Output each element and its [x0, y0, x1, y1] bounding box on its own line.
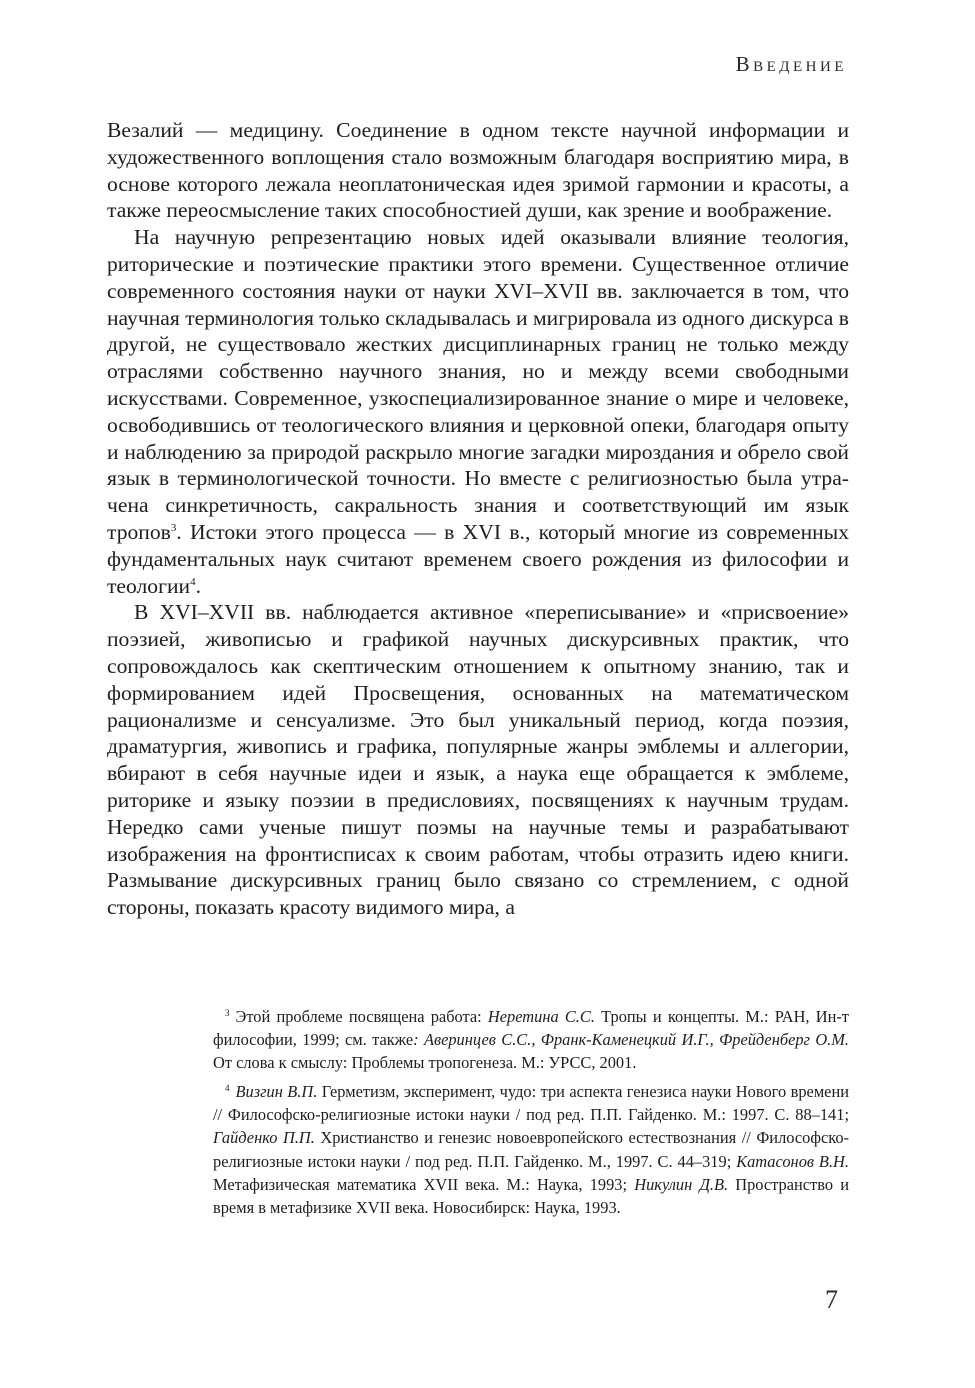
page-number: 7	[825, 1285, 838, 1314]
footnote-author: : Аверинцев С.С., Франк-Каменецкий И.Г., Фрейденберг О.М.	[413, 1030, 850, 1050]
footnote-text: Пространство и время в метафизике XVII века. Новосибирск: Наука, 1993.	[213, 1174, 849, 1217]
paragraph	[107, 224, 849, 599]
footnote-text: Тропы и концепты. М.: РАН, Ин-т философии, 1999; см. также	[213, 1007, 849, 1050]
paragraph: В XVI–XVII вв. наблюдается активное «переписывание» и «присвоение» поэзией, живописью и графикой научных дискурсивных практик, что сопровождалось как скептическим отношением к опытному знанию, так и формированием идей Просвещения, основанных на математическом рационализме и сенсуализме. Это был уникальный период, когда поэзия, драматургия, живопись и графика, популярные жанры эмблемы и аллегории, вбирают в себя научные идеи и язык, а наука еще обращается к эмблеме, риторике и языку поэзии в предисловиях, посвящениях к научным трудам. Нередко сами ученые пишут поэмы на научные темы и разрабатывают изображения на фронтисписах к своим работам, чтобы отразить идею книги. Размывание дискурсивных границ было связано со стремлением, с одной стороны, показать красоту видимого мира, а	[107, 600, 849, 920]
footnote-reference[interactable]: 3	[170, 521, 177, 534]
footnote-author: Гайденко П.П.	[213, 1128, 315, 1148]
paragraph-text: На научную репрезентацию новых идей оказывали влияние теология, риторические и поэтические практики этого времени. Существенное отличие современного состояния науки от науки XVI–XVII вв. заключается в том, что научная терминология только складывалась и мигрировала из одного дискурса в другой, не существовало жестких дисциплинарных границ не только между отраслями собственно научного знания, но и между всеми свободными искусствами. Современное, узкоспециализированное знание о мире и человеке, освободившись от теологического влияния и церковной опеки, благодаря опыту и наблюдению за природой раскрыло многие загадки мироздания и обрело свой язык в терминологической точности. Но вместе с религиозностью была утрачена синкретичность, сакральность знания и соответствующий им язык тропов	[107, 225, 849, 544]
footnote-text: Этой проблеме посвящена работа:	[235, 1007, 488, 1026]
footnote-author: Визгин В.П.	[235, 1082, 318, 1102]
footnote-text: Метафизическая математика XVII века. М.: Наука, 1993;	[213, 1174, 635, 1194]
footnote-text: От слова к смыслу: Проблемы тропогенеза. М.: УРСС, 2001.	[213, 1053, 637, 1073]
footnote-number: 4	[225, 1083, 230, 1094]
footnote	[213, 1080, 849, 1219]
footnotes	[213, 1005, 849, 1225]
footnote-author: Никулин Д.В.	[634, 1174, 729, 1194]
footnote-text: Герметизм, эксперимент, чудо: три аспекта генезиса науки Нового времени // Философско-религиозные истоки науки / под ред. П.П. Гайденко. М.: 1997. С. 88–141;	[213, 1082, 850, 1125]
footnote-author: Катасонов В.Н.	[736, 1151, 849, 1171]
paragraph-text: .	[195, 573, 201, 598]
footnote-reference[interactable]: 4	[190, 575, 196, 588]
footnote-text: Христианство и генезис новоевропейского естествознания // Философско-религиозные истоки науки / под ред. П.П. Гайденко. М., 1997. С. 44–319;	[213, 1128, 849, 1171]
footnote	[213, 1005, 849, 1074]
running-title: Введение	[735, 52, 847, 76]
paragraph: Везалий — медицину. Соединение в одном тексте научной информации и художественного воплощения стало возможным благодаря восприятию мира, в основе которого лежала неоплатоническая идея зримой гармонии и красоты, а также переосмысление таких способностией души, как зрение и воображение.	[107, 118, 849, 223]
main-text	[107, 117, 849, 921]
footnote-author: Неретина С.С.	[487, 1007, 595, 1026]
paragraph-text: . Истоки этого процесса — в XVI в., который многие из современных фундаментальных наук считают временем своего рождения из философии и теологии	[107, 519, 849, 598]
footnote-number: 3	[225, 1008, 230, 1018]
